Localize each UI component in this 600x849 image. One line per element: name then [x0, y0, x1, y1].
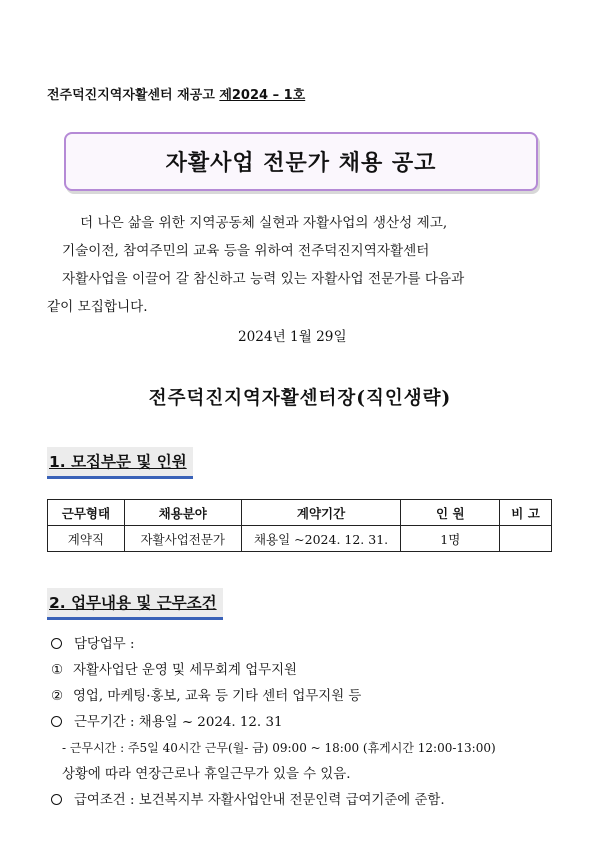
list-item-text: 담당업무 : [74, 637, 135, 652]
table-header-cell: 인 원 [401, 500, 500, 526]
title-box [64, 132, 538, 191]
section-2-heading [47, 588, 223, 620]
section-2-heading-text: 2. 업무내용 및 근무조건 [49, 594, 217, 612]
list-item-text: 근무기간 : 채용일 ~ 2024. 12. 31 [74, 715, 283, 730]
list-item-text: 영업, 마케팅·홍보, 교육 등 기타 센터 업무지원 등 [73, 689, 362, 704]
list-item-text: 급여조건 : 보건복지부 자활사업안내 전문인력 급여기준에 준함. [74, 793, 445, 808]
table-header-row [48, 500, 552, 526]
notice-number-line [47, 84, 305, 103]
organization-signature: 전주덕진지역자활센터장(직인생략) [148, 388, 452, 409]
page-title: 자활사업 전문가 채용 공고 [165, 151, 437, 176]
list-item-bullet: ② [51, 689, 64, 704]
list-item [62, 739, 496, 756]
notice-date: 2024년 1월 29일 [238, 329, 347, 345]
section-1-heading [47, 447, 193, 479]
table-cell: 자활사업전문가 [124, 526, 241, 552]
list-item-text: 자활사업단 운영 및 세무회계 업무지원 [73, 663, 297, 678]
intro-line-4: 같이 모집합니다. [47, 299, 148, 315]
list-item [51, 633, 135, 652]
circle-bullet-icon [51, 638, 62, 649]
notice-org-prefix: 전주덕진지역자활센터 재공고 [47, 88, 220, 103]
circle-bullet-icon [51, 716, 62, 727]
table-cell [500, 526, 552, 552]
table-row [48, 526, 552, 552]
intro-line-2: 기술이전, 참여주민의 교육 등을 위하여 전주덕진지역자활센터 [62, 243, 430, 259]
list-item [51, 711, 283, 730]
table-header-cell: 채용분야 [124, 500, 241, 526]
table-header-cell: 비 고 [500, 500, 552, 526]
intro-line-3: 자활사업을 이끌어 갈 참신하고 능력 있는 자활사업 전문가를 다음과 [62, 271, 465, 287]
list-item-bullet: ① [51, 663, 64, 678]
list-item-bullet: - [62, 741, 67, 755]
list-item-text: 근무시간 : 주5일 40시간 근무(월- 금) 09:00 ~ 18:00 (휴게시간 12:00-13:00) [69, 741, 496, 755]
table-header-cell: 근무형태 [48, 500, 125, 526]
circle-bullet-icon [51, 794, 62, 805]
table-cell: 계약직 [48, 526, 125, 552]
recruitment-table [47, 499, 552, 552]
table-cell: 1명 [401, 526, 500, 552]
list-item [51, 685, 361, 704]
table-header-cell: 계약기간 [241, 500, 401, 526]
table-cell: 채용일 ~2024. 12. 31. [241, 526, 401, 552]
list-item [51, 789, 445, 808]
section-1-heading-text: 1. 모집부문 및 인원 [49, 453, 187, 471]
list-item-text: 상황에 따라 연장근로나 휴일근무가 있을 수 있음. [62, 767, 351, 782]
intro-line-1: 더 나은 삶을 위한 지역공동체 실현과 자활사업의 생산성 제고, [80, 215, 448, 231]
list-item [51, 659, 297, 678]
list-item [62, 763, 351, 782]
notice-number: 제2024 – 1호 [219, 88, 306, 103]
